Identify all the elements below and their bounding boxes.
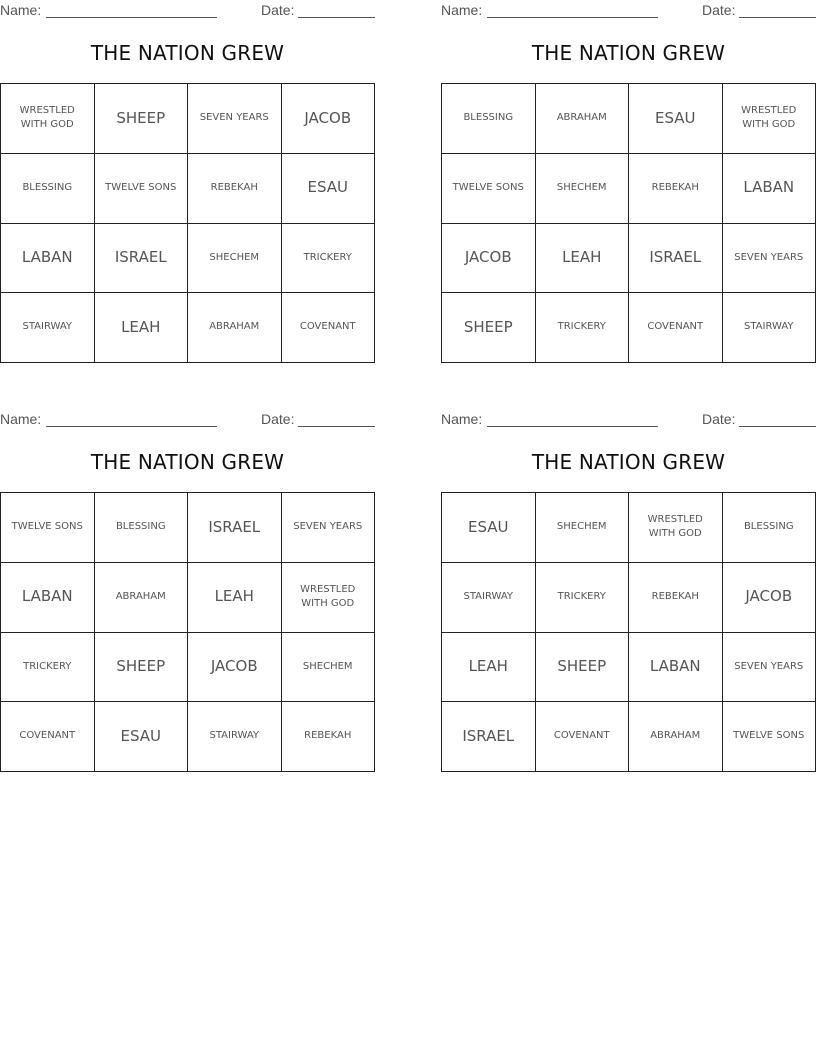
name-label: Name: — [441, 411, 483, 427]
bingo-cell: LABAN — [1, 224, 95, 294]
bingo-grid — [441, 83, 816, 363]
bingo-cell: SHECHEM — [536, 493, 630, 563]
bingo-cell: SHEEP — [536, 633, 630, 703]
bingo-cell: ABRAHAM — [188, 293, 282, 363]
bingo-cell: LEAH — [95, 293, 189, 363]
bingo-cell: JACOB — [282, 84, 376, 154]
date-label: Date: — [702, 2, 736, 18]
bingo-cell: COVENANT — [1, 702, 95, 772]
bingo-cell: REBEKAH — [282, 702, 376, 772]
bingo-cell: ISRAEL — [442, 702, 536, 772]
date-blank-line — [298, 17, 375, 18]
bingo-cell: COVENANT — [282, 293, 376, 363]
name-blank-line — [46, 17, 217, 18]
date-label: Date: — [261, 411, 295, 427]
bingo-cell: BLESSING — [442, 84, 536, 154]
bingo-cell: WRESTLED WITH GOD — [282, 563, 376, 633]
name-label: Name: — [441, 2, 483, 18]
bingo-cell: SHEEP — [442, 293, 536, 363]
bingo-cell: JACOB — [442, 224, 536, 294]
bingo-cell: JACOB — [723, 563, 816, 633]
card-title: THE NATION GREW — [90, 450, 285, 474]
bingo-cell: WRESTLED WITH GOD — [629, 493, 723, 563]
bingo-cell: LEAH — [188, 563, 282, 633]
bingo-grid — [441, 492, 816, 772]
bingo-cell: LEAH — [442, 633, 536, 703]
bingo-cell: SHECHEM — [536, 154, 630, 224]
bingo-cell: COVENANT — [536, 702, 630, 772]
bingo-cell: REBEKAH — [629, 154, 723, 224]
bingo-cell: TRICKERY — [282, 224, 376, 294]
card-title: THE NATION GREW — [531, 450, 726, 474]
bingo-cell: STAIRWAY — [188, 702, 282, 772]
bingo-cell: SEVEN YEARS — [188, 84, 282, 154]
bingo-cell: SEVEN YEARS — [282, 493, 376, 563]
bingo-cell: TWELVE SONS — [1, 493, 95, 563]
bingo-cell: TWELVE SONS — [723, 702, 816, 772]
bingo-cell: SEVEN YEARS — [723, 224, 816, 294]
bingo-cell: TRICKERY — [536, 563, 630, 633]
bingo-cell: ISRAEL — [629, 224, 723, 294]
card-title: THE NATION GREW — [531, 41, 726, 65]
bingo-cell: ESAU — [629, 84, 723, 154]
bingo-cell: ESAU — [282, 154, 376, 224]
bingo-cell: REBEKAH — [188, 154, 282, 224]
bingo-cell: BLESSING — [95, 493, 189, 563]
bingo-cell: BLESSING — [1, 154, 95, 224]
bingo-cell: LEAH — [536, 224, 630, 294]
bingo-cell: LABAN — [723, 154, 816, 224]
bingo-cell: STAIRWAY — [723, 293, 816, 363]
card-header — [0, 2, 375, 20]
card-title: THE NATION GREW — [90, 41, 285, 65]
bingo-cell: WRESTLED WITH GOD — [723, 84, 816, 154]
name-blank-line — [46, 426, 217, 427]
bingo-cell: ESAU — [95, 702, 189, 772]
bingo-cell: JACOB — [188, 633, 282, 703]
date-label: Date: — [261, 2, 295, 18]
bingo-cell: TRICKERY — [1, 633, 95, 703]
bingo-cell: ISRAEL — [188, 493, 282, 563]
bingo-cell: COVENANT — [629, 293, 723, 363]
bingo-cell: BLESSING — [723, 493, 816, 563]
name-blank-line — [487, 17, 658, 18]
date-blank-line — [739, 426, 816, 427]
bingo-cell: STAIRWAY — [1, 293, 95, 363]
bingo-cell: SHEEP — [95, 84, 189, 154]
bingo-cell: LABAN — [1, 563, 95, 633]
bingo-cell: WRESTLED WITH GOD — [1, 84, 95, 154]
name-label: Name: — [0, 411, 42, 427]
bingo-cell: ABRAHAM — [629, 702, 723, 772]
bingo-grid — [0, 492, 375, 772]
bingo-cell: SEVEN YEARS — [723, 633, 816, 703]
bingo-cell: SHECHEM — [188, 224, 282, 294]
bingo-cell: ABRAHAM — [95, 563, 189, 633]
date-blank-line — [298, 426, 375, 427]
bingo-cell: REBEKAH — [629, 563, 723, 633]
card-header — [0, 411, 375, 429]
bingo-cell: SHECHEM — [282, 633, 376, 703]
card-header — [441, 411, 816, 429]
bingo-cell: SHEEP — [95, 633, 189, 703]
bingo-cell: ISRAEL — [95, 224, 189, 294]
name-label: Name: — [0, 2, 42, 18]
bingo-cell: TWELVE SONS — [95, 154, 189, 224]
date-label: Date: — [702, 411, 736, 427]
date-blank-line — [739, 17, 816, 18]
card-header — [441, 2, 816, 20]
bingo-cell: ESAU — [442, 493, 536, 563]
bingo-cell: TRICKERY — [536, 293, 630, 363]
bingo-cell: STAIRWAY — [442, 563, 536, 633]
bingo-cell: LABAN — [629, 633, 723, 703]
bingo-cell: ABRAHAM — [536, 84, 630, 154]
bingo-grid — [0, 83, 375, 363]
name-blank-line — [487, 426, 658, 427]
bingo-cell: TWELVE SONS — [442, 154, 536, 224]
